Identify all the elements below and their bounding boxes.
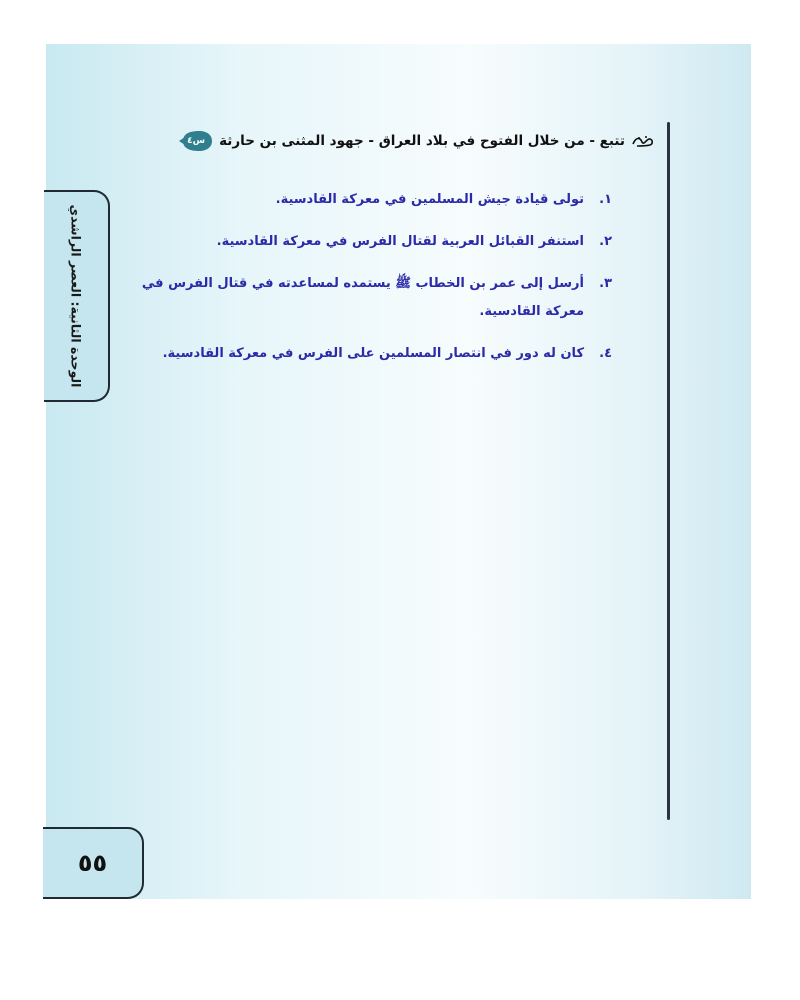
- answer-list: [130, 186, 612, 382]
- item-text: كان له دور في انتصار المسلمين على الفرس في معركة القادسية.: [162, 346, 584, 361]
- item-text: أرسل إلى عمر بن الخطاب ﷺ يستمده لمساعدته في قتال الفرس في معركة القادسية.: [141, 276, 584, 319]
- list-item: [130, 270, 612, 326]
- item-number: ١.: [599, 192, 612, 207]
- list-item: [130, 186, 612, 214]
- question-badge-label: س٤: [187, 136, 206, 146]
- question-header: [179, 126, 655, 156]
- unit-label: الوحدة الثانية: العصر الراشدي: [68, 204, 84, 388]
- radiallahu-anhu-icon: [631, 134, 655, 148]
- item-number: ٤.: [599, 346, 612, 361]
- question-title: تتبع - من خلال الفتوح في بلاد العراق - جهود المثنى بن حارثة: [219, 133, 625, 149]
- item-number: ٣.: [599, 276, 612, 291]
- item-text: تولى قيادة جيش المسلمين في معركة القادسية.: [275, 192, 584, 207]
- right-margin-rule: [667, 122, 670, 820]
- page-number: ٥٥: [77, 849, 108, 877]
- item-text: استنفر القبائل العربية لقتال الفرس في معركة القادسية.: [216, 234, 584, 249]
- question-badge: [179, 130, 213, 152]
- page-number-box: [43, 827, 144, 899]
- page-background: [46, 44, 751, 899]
- list-item: [130, 340, 612, 368]
- list-item: [130, 228, 612, 256]
- unit-side-tab: [44, 190, 110, 402]
- item-number: ٢.: [599, 234, 612, 249]
